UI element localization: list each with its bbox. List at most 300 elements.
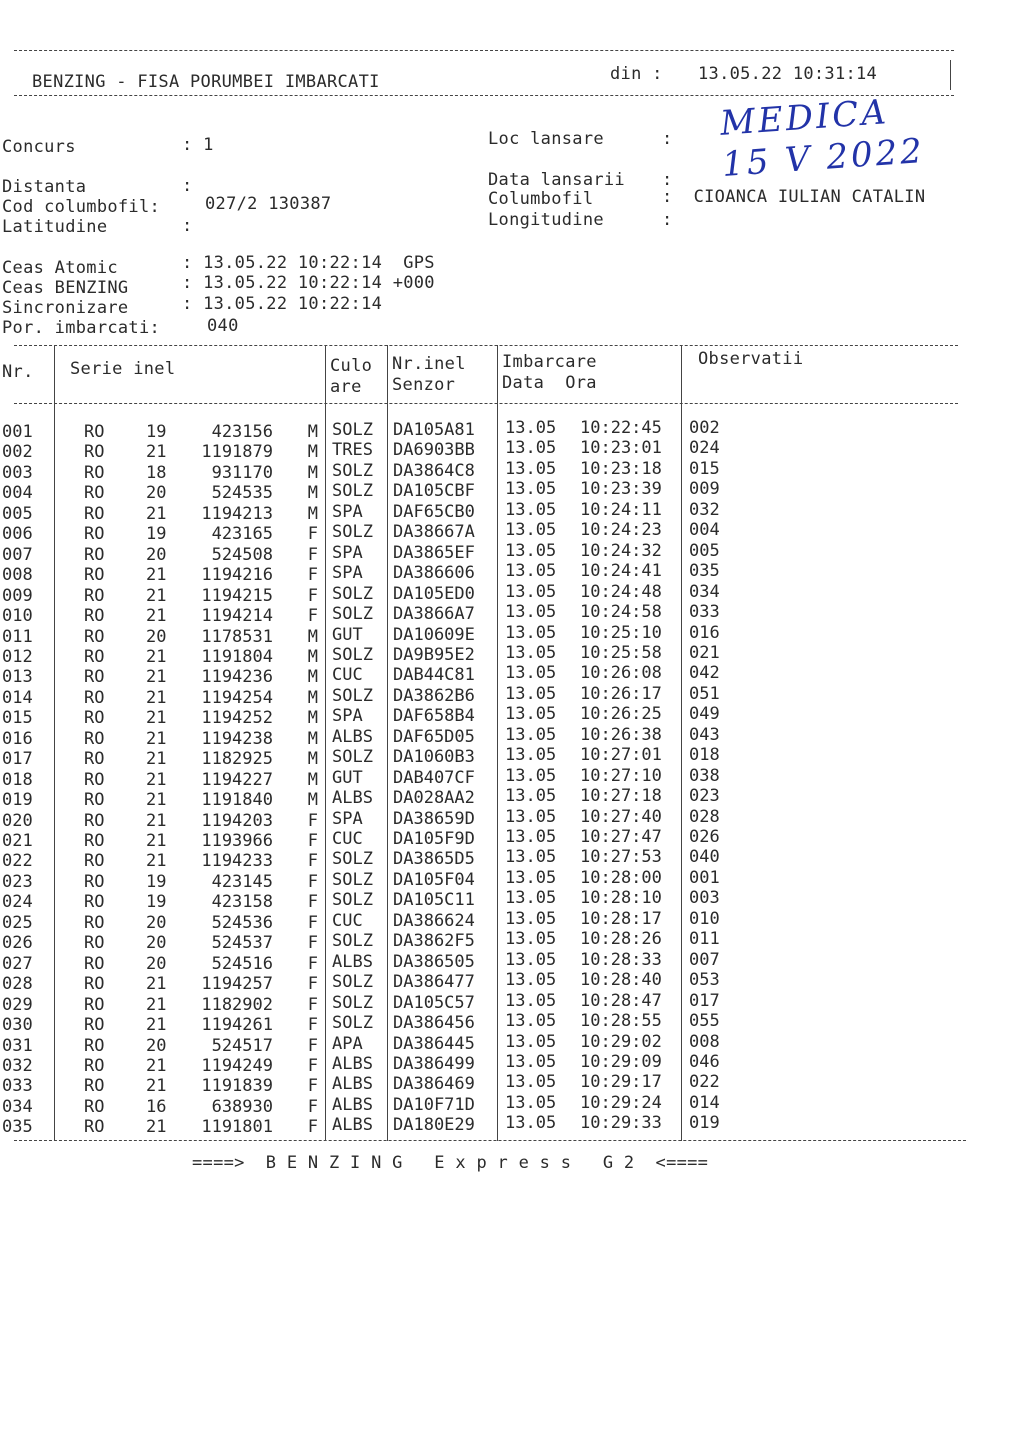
cell-sensor: DA105F04	[393, 869, 475, 890]
cell-color: TRES	[332, 440, 373, 461]
cell-nr: 028	[2, 974, 33, 995]
cell-ring: 1191879	[201, 442, 273, 463]
header-din-label: din :	[610, 64, 663, 84]
cell-ring: 1191840	[201, 790, 273, 811]
cell-ring: 524535	[211, 483, 273, 504]
cell-ring: 1194261	[201, 1015, 273, 1036]
cell-obs: 023	[689, 786, 720, 807]
cell-time: 10:28:10	[580, 888, 662, 909]
col-divider-nrinel	[387, 345, 388, 1141]
longitudine-value: :	[662, 210, 673, 230]
cell-sensor: DA1060B3	[393, 747, 475, 768]
cell-nr: 034	[2, 1096, 33, 1117]
cell-sex: F	[307, 544, 318, 565]
table-top-rule	[14, 345, 958, 346]
cell-date: 13.05	[505, 724, 557, 745]
cell-ring: 1194214	[201, 606, 273, 627]
cell-time: 10:26:08	[580, 663, 662, 684]
cell-sex: M	[307, 728, 318, 749]
cell-obs: 042	[689, 663, 720, 684]
cell-obs: 019	[689, 1113, 720, 1134]
cell-sex: F	[307, 831, 318, 851]
cell-time: 10:26:17	[580, 683, 662, 704]
cell-sensor: DA105A81	[393, 420, 475, 440]
cell-obs: 038	[689, 765, 720, 786]
cell-sensor: DA3862B6	[393, 685, 475, 706]
cell-obs: 053	[689, 970, 720, 991]
cell-country: RO	[84, 667, 105, 688]
cell-year: 21	[146, 790, 167, 811]
cell-color: SOLZ	[332, 972, 373, 993]
header-top-rule	[14, 50, 954, 51]
cell-year: 19	[146, 422, 167, 442]
cell-ring: 1194236	[201, 667, 273, 688]
cell-color: ALBS	[332, 726, 373, 747]
cell-ring: 1194238	[201, 728, 273, 749]
cell-obs: 040	[689, 847, 720, 868]
cell-nr: 025	[2, 912, 33, 933]
cell-date: 13.05	[505, 581, 557, 602]
cell-ring: 524537	[211, 933, 273, 954]
cell-obs: 033	[689, 602, 720, 623]
cell-time: 10:29:24	[580, 1092, 662, 1113]
cell-ring: 1182925	[201, 749, 273, 770]
cell-sex: M	[307, 462, 318, 483]
cell-year: 21	[146, 442, 167, 463]
cell-year: 16	[146, 1096, 167, 1117]
cell-year: 21	[146, 1076, 167, 1097]
cell-obs: 035	[689, 561, 720, 582]
cell-year: 19	[146, 524, 167, 545]
cell-ring: 1191804	[201, 646, 273, 667]
header-right-bar	[950, 60, 951, 90]
cell-time: 10:24:58	[580, 602, 662, 623]
cell-nr: 019	[2, 790, 33, 811]
col-header-observatii: Observatii	[698, 349, 804, 369]
cell-ring: 1191801	[201, 1117, 273, 1138]
cell-year: 21	[146, 769, 167, 790]
cell-time: 10:27:47	[580, 827, 662, 847]
sincronizare-label: Sincronizare	[2, 298, 129, 318]
cell-ring: 423145	[211, 871, 273, 892]
cell-sensor: DAF65CB0	[393, 501, 475, 522]
cell-date: 13.05	[505, 990, 557, 1011]
cell-time: 10:23:39	[580, 479, 662, 500]
cell-sensor: DA105C57	[393, 992, 475, 1013]
cell-date: 13.05	[505, 438, 557, 459]
cell-date: 13.05	[505, 888, 557, 909]
cod-columbofil-label: Cod columbofil:	[2, 197, 161, 217]
cell-sensor: DA38667A	[393, 522, 475, 543]
cell-date: 13.05	[505, 1092, 557, 1113]
cell-sensor: DA386456	[393, 1013, 475, 1034]
cell-date: 13.05	[505, 929, 557, 950]
cell-date: 13.05	[505, 479, 557, 500]
cell-color: SOLZ	[332, 685, 373, 706]
cell-nr: 010	[2, 606, 33, 627]
cell-sensor: DA10609E	[393, 624, 475, 645]
cell-obs: 014	[689, 1092, 720, 1113]
cell-country: RO	[84, 790, 105, 811]
cell-country: RO	[84, 483, 105, 504]
cell-time: 10:24:32	[580, 540, 662, 561]
latitudine-value: :	[182, 216, 193, 236]
cell-time: 10:24:11	[580, 499, 662, 520]
cell-date: 13.05	[505, 561, 557, 582]
col-header-imbarcare-2: Data Ora	[502, 373, 597, 393]
header-title: BENZING - FISA PORUMBEI IMBARCATI	[32, 72, 380, 92]
cell-date: 13.05	[505, 540, 557, 561]
cell-date: 13.05	[505, 663, 557, 684]
cell-time: 10:23:18	[580, 458, 662, 479]
col-header-nr: Nr.	[2, 362, 34, 382]
cell-sex: F	[307, 851, 318, 872]
cell-sex: F	[307, 974, 318, 995]
loc-lansare-label: Loc lansare	[488, 129, 604, 149]
cell-ring: 1194257	[201, 974, 273, 995]
cell-date: 13.05	[505, 970, 557, 991]
cell-year: 20	[146, 483, 167, 504]
cell-nr: 016	[2, 728, 33, 749]
cell-time: 10:25:58	[580, 642, 662, 663]
cell-ring: 423158	[211, 892, 273, 913]
cell-date: 13.05	[505, 847, 557, 868]
cell-sex: F	[307, 994, 318, 1015]
cell-country: RO	[84, 953, 105, 974]
cell-year: 20	[146, 544, 167, 565]
cell-date: 13.05	[505, 806, 557, 827]
cell-time: 10:29:17	[580, 1072, 662, 1093]
cell-sensor: DA3864C8	[393, 460, 475, 481]
cell-color: ALBS	[332, 1115, 373, 1136]
cell-nr: 035	[2, 1117, 33, 1138]
cell-nr: 007	[2, 544, 33, 565]
cell-country: RO	[84, 646, 105, 667]
cell-country: RO	[84, 626, 105, 647]
cell-sensor: DA3866A7	[393, 604, 475, 625]
cell-ring: 1193966	[201, 831, 273, 851]
cell-ring: 1194215	[201, 585, 273, 606]
cell-obs: 032	[689, 499, 720, 520]
cell-country: RO	[84, 1055, 105, 1076]
cell-country: RO	[84, 565, 105, 586]
cell-year: 19	[146, 892, 167, 913]
col-divider-culoare	[325, 345, 326, 1141]
cell-ring: 524508	[211, 544, 273, 565]
cell-ring: 1182902	[201, 994, 273, 1015]
cell-time: 10:26:38	[580, 724, 662, 745]
cell-country: RO	[84, 1076, 105, 1097]
cell-ring: 1191839	[201, 1076, 273, 1097]
cell-obs: 021	[689, 642, 720, 663]
cell-nr: 029	[2, 994, 33, 1015]
cell-ring: 524536	[211, 912, 273, 933]
cell-year: 21	[146, 646, 167, 667]
col-divider-nr	[54, 345, 55, 1141]
cell-sex: F	[307, 892, 318, 913]
cell-date: 13.05	[505, 1031, 557, 1052]
cell-sex: F	[307, 1076, 318, 1097]
loc-lansare-value: :	[662, 129, 673, 149]
cell-obs: 046	[689, 1051, 720, 1072]
concurs-label: Concurs	[2, 137, 76, 157]
cell-country: RO	[84, 769, 105, 790]
cell-time: 10:27:18	[580, 786, 662, 807]
handwritten-date: 15 V 2022	[720, 130, 927, 186]
cell-sex: F	[307, 953, 318, 974]
cell-ring: 1194252	[201, 708, 273, 729]
cell-time: 10:26:25	[580, 704, 662, 725]
cell-sex: F	[307, 1015, 318, 1036]
cell-obs: 003	[689, 888, 720, 909]
ceas-atomic-value: : 13.05.22 10:22:14 GPS	[182, 253, 435, 273]
cell-country: RO	[84, 892, 105, 913]
cell-obs: 051	[689, 683, 720, 704]
cell-sex: F	[307, 585, 318, 606]
cell-obs: 026	[689, 827, 720, 847]
cell-sensor: DA105CBF	[393, 481, 475, 502]
cell-obs: 016	[689, 622, 720, 643]
cell-obs: 055	[689, 1011, 720, 1032]
por-imbarcati-value: 040	[207, 316, 239, 336]
cell-sensor: DA38659D	[393, 808, 475, 829]
cell-sensor: DAF65D05	[393, 726, 475, 747]
cell-ring: 931170	[211, 462, 273, 483]
cell-color: SOLZ	[332, 604, 373, 625]
header-bottom-rule	[14, 95, 954, 96]
cell-time: 10:27:40	[580, 806, 662, 827]
cell-nr: 006	[2, 524, 33, 545]
cell-obs: 028	[689, 806, 720, 827]
cell-nr: 004	[2, 483, 33, 504]
cell-obs: 004	[689, 520, 720, 541]
cell-year: 20	[146, 933, 167, 954]
cell-obs: 015	[689, 458, 720, 479]
cell-ring: 1178531	[201, 626, 273, 647]
cell-sex: M	[307, 503, 318, 524]
cell-sex: M	[307, 749, 318, 770]
cell-date: 13.05	[505, 786, 557, 807]
cell-country: RO	[84, 687, 105, 708]
cell-ring: 1194216	[201, 565, 273, 586]
cell-obs: 011	[689, 929, 720, 950]
cell-obs: 008	[689, 1031, 720, 1052]
distanta-value: :	[182, 176, 193, 196]
cell-time: 10:29:09	[580, 1051, 662, 1072]
cell-date: 13.05	[505, 520, 557, 541]
cell-country: RO	[84, 831, 105, 851]
col-header-nrinel-1: Nr.inel	[392, 354, 466, 374]
columbofil-label: Columbofil	[488, 189, 594, 209]
distanta-label: Distanta	[2, 177, 87, 197]
cell-time: 10:27:10	[580, 765, 662, 786]
cell-obs: 007	[689, 949, 720, 970]
cell-nr: 009	[2, 585, 33, 606]
cell-sensor: DA6903BB	[393, 440, 475, 461]
cell-date: 13.05	[505, 827, 557, 847]
cell-year: 21	[146, 1117, 167, 1138]
cell-color: ALBS	[332, 1053, 373, 1074]
col-header-serie: Serie inel	[70, 359, 176, 379]
cell-color: ALBS	[332, 1074, 373, 1095]
col-header-culoare-2: are	[330, 377, 362, 397]
cell-sensor: DA10F71D	[393, 1094, 475, 1115]
cell-date: 13.05	[505, 867, 557, 888]
cell-sensor: DA3865EF	[393, 542, 475, 563]
cell-time: 10:24:23	[580, 520, 662, 541]
cell-obs: 024	[689, 438, 720, 459]
cell-color: SOLZ	[332, 644, 373, 665]
cell-sensor: DA105ED0	[393, 583, 475, 604]
cell-year: 21	[146, 851, 167, 872]
cell-date: 13.05	[505, 642, 557, 663]
cell-sex: F	[307, 933, 318, 954]
concurs-value: : 1	[182, 135, 214, 155]
cell-obs: 001	[689, 867, 720, 888]
cell-ring: 524517	[211, 1035, 273, 1056]
cell-date: 13.05	[505, 1011, 557, 1032]
cell-nr: 033	[2, 1076, 33, 1097]
cell-country: RO	[84, 912, 105, 933]
cell-nr: 032	[2, 1055, 33, 1076]
cell-time: 10:29:02	[580, 1031, 662, 1052]
cell-time: 10:28:26	[580, 929, 662, 950]
cell-sensor: DAF658B4	[393, 706, 475, 727]
cell-nr: 026	[2, 933, 33, 954]
cell-year: 20	[146, 953, 167, 974]
cell-country: RO	[84, 994, 105, 1015]
col-header-culoare-1: Culo	[330, 356, 373, 376]
cell-obs: 034	[689, 581, 720, 602]
cell-ring: 1194233	[201, 851, 273, 872]
cell-sex: F	[307, 524, 318, 545]
cell-sex: F	[307, 912, 318, 933]
cell-year: 20	[146, 912, 167, 933]
cell-nr: 003	[2, 462, 33, 483]
data-lansarii-value: :	[662, 170, 673, 190]
cell-color: APA	[332, 1033, 363, 1054]
cell-color: SPA	[332, 542, 363, 563]
cell-year: 21	[146, 606, 167, 627]
cell-year: 21	[146, 810, 167, 831]
cell-year: 21	[146, 667, 167, 688]
cell-country: RO	[84, 462, 105, 483]
cell-color: SOLZ	[332, 931, 373, 952]
cell-color: SPA	[332, 563, 363, 584]
cell-time: 10:28:47	[580, 990, 662, 1011]
cell-nr: 027	[2, 953, 33, 974]
cell-sensor: DA386624	[393, 910, 475, 931]
cell-nr: 013	[2, 667, 33, 688]
cell-sex: F	[307, 810, 318, 831]
cell-sex: F	[307, 1096, 318, 1117]
cell-year: 21	[146, 994, 167, 1015]
cell-color: SOLZ	[332, 583, 373, 604]
cell-ring: 1194227	[201, 769, 273, 790]
cell-country: RO	[84, 1117, 105, 1138]
cell-nr: 005	[2, 503, 33, 524]
cell-year: 21	[146, 1055, 167, 1076]
cell-time: 10:28:33	[580, 949, 662, 970]
cell-year: 19	[146, 871, 167, 892]
cell-date: 13.05	[505, 765, 557, 786]
cell-nr: 001	[2, 422, 33, 442]
por-imbarcati-label: Por. imbarcati:	[2, 318, 161, 338]
cod-columbofil-value: 027/2 130387	[205, 194, 332, 214]
cell-date: 13.05	[505, 683, 557, 704]
cell-date: 13.05	[505, 1113, 557, 1134]
cell-sensor: DA386606	[393, 563, 475, 584]
cell-nr: 011	[2, 626, 33, 647]
cell-sex: M	[307, 483, 318, 504]
cell-year: 20	[146, 626, 167, 647]
cell-date: 13.05	[505, 704, 557, 725]
cell-year: 20	[146, 1035, 167, 1056]
cell-color: SOLZ	[332, 522, 373, 543]
cell-sex: M	[307, 442, 318, 463]
cell-year: 21	[146, 749, 167, 770]
cell-sex: M	[307, 708, 318, 729]
cell-ring: 638930	[211, 1096, 273, 1117]
col-header-imbarcare-1: Imbarcare	[502, 352, 597, 372]
cell-obs: 005	[689, 540, 720, 561]
ceas-benzing-value: : 13.05.22 10:22:14 +000	[182, 273, 435, 293]
cell-country: RO	[84, 871, 105, 892]
cell-nr: 018	[2, 769, 33, 790]
cell-ring: 1194213	[201, 503, 273, 524]
cell-ring: 423156	[211, 422, 273, 442]
ceas-benzing-label: Ceas BENZING	[2, 278, 129, 298]
cell-color: CUC	[332, 665, 363, 686]
table-bottom-rule	[14, 1140, 966, 1141]
cell-country: RO	[84, 503, 105, 524]
cell-nr: 014	[2, 687, 33, 708]
cell-ring: 1194254	[201, 687, 273, 708]
header-din-value: 13.05.22 10:31:14	[698, 64, 878, 84]
cell-color: GUT	[332, 624, 363, 645]
cell-sensor: DA9B95E2	[393, 644, 475, 665]
cell-time: 10:24:41	[580, 561, 662, 582]
cell-color: SPA	[332, 501, 363, 522]
cell-time: 10:25:10	[580, 622, 662, 643]
cell-nr: 020	[2, 810, 33, 831]
cell-color: SOLZ	[332, 890, 373, 911]
cell-date: 13.05	[505, 458, 557, 479]
cell-sex: F	[307, 871, 318, 892]
cell-obs: 049	[689, 704, 720, 725]
cell-sensor: DA3865D5	[393, 849, 475, 870]
cell-time: 10:28:00	[580, 867, 662, 888]
cell-time: 10:22:45	[580, 418, 662, 438]
cell-color: SOLZ	[332, 747, 373, 768]
cell-date: 13.05	[505, 622, 557, 643]
cell-sex: F	[307, 1035, 318, 1056]
ceas-atomic-label: Ceas Atomic	[2, 258, 118, 278]
cell-obs: 022	[689, 1072, 720, 1093]
cell-color: ALBS	[332, 951, 373, 972]
latitudine-label: Latitudine	[2, 217, 108, 237]
cell-country: RO	[84, 810, 105, 831]
cell-country: RO	[84, 749, 105, 770]
cell-nr: 023	[2, 871, 33, 892]
cell-time: 10:28:17	[580, 908, 662, 929]
cell-color: SPA	[332, 706, 363, 727]
cell-country: RO	[84, 1096, 105, 1117]
cell-year: 21	[146, 565, 167, 586]
cell-country: RO	[84, 974, 105, 995]
cell-country: RO	[84, 524, 105, 545]
cell-sex: M	[307, 422, 318, 442]
